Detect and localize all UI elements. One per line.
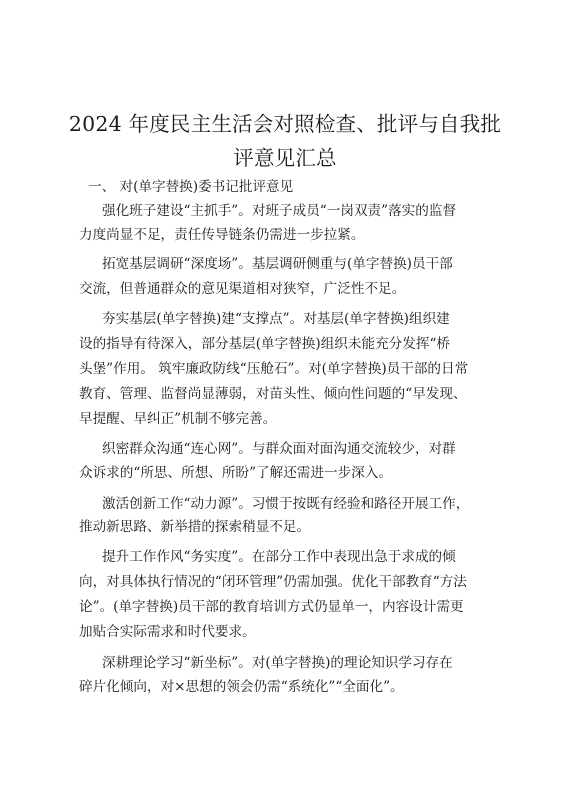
paragraph-6-line-1: 提升工作作风“务实度”。在部分工作中表现出急于求成的倾 [102, 549, 456, 565]
paragraph-6-line-4: 加贴合实际需求和时代要求。 [79, 624, 256, 640]
paragraph-6-line-3: 论”。(单字替换)员干部的教育培训方式仍显单一，内容设计需更 [79, 599, 464, 615]
paragraph-3-line-3: 头堡”作用。 筑牢廉政防线“压舱石”。对(单字替换)员干部的日常 [79, 361, 469, 377]
paragraph-3-line-1: 夯实基层(单字替换)建“支撑点”。对基层(单字替换)组织建 [102, 311, 450, 327]
paragraph-7-line-2: 碎片化倾向，对×思想的领会仍需“系统化”“全面化”。 [79, 679, 404, 695]
document-title-line-1: 2024 年度民主生活会对照检查、批评与自我批 [68, 112, 502, 136]
paragraph-1-line-2: 力度尚显不足，责任传导链条仍需进一步拉紧。 [79, 227, 365, 243]
paragraph-5-line-1: 激活创新工作“动力源”。习惯于按既有经验和路径开展工作， [102, 496, 470, 512]
paragraph-2-line-1: 拓宽基层调研“深度场”。基层调研侧重与(单字替换)员干部 [102, 256, 453, 272]
document-title-line-2: 评意见汇总 [233, 146, 337, 170]
paragraph-3-line-4: 教育、管理、监督尚显薄弱，对苗头性、倾向性问题的“早发现、 [79, 386, 467, 402]
paragraph-2-line-2: 交流，但普通群众的意见渠道相对狭窄，广泛性不足。 [79, 281, 406, 297]
paragraph-1-line-1: 强化班子建设“主抓手”。对班子成员“一岗双责”落实的监督 [102, 203, 457, 219]
paragraph-5-line-2: 推动新思路、新举措的探索稍显不足。 [79, 519, 311, 535]
section-heading: 一、 对(单字替换)委书记批评意见 [88, 179, 294, 195]
paragraph-7-line-1: 深耕理论学习“新坐标”。对(单字替换)的理论知识学习存在 [102, 655, 453, 671]
paragraph-4-line-2: 众诉求的“所思、所想、所盼”了解还需进一步深入。 [79, 465, 392, 481]
paragraph-4-line-1: 织密群众沟通“连心网”。与群众面对面沟通交流较少，对群 [102, 441, 456, 457]
paragraph-6-line-2: 向，对具体执行情况的“闭环管理”仍需加强。优化干部教育“方法 [79, 574, 467, 590]
paragraph-3-line-5: 早提醒、早纠正”机制不够完善。 [79, 411, 277, 427]
paragraph-3-line-2: 设的指导有待深入，部分基层(单字替换)组织未能充分发挥“桥 [79, 336, 450, 352]
